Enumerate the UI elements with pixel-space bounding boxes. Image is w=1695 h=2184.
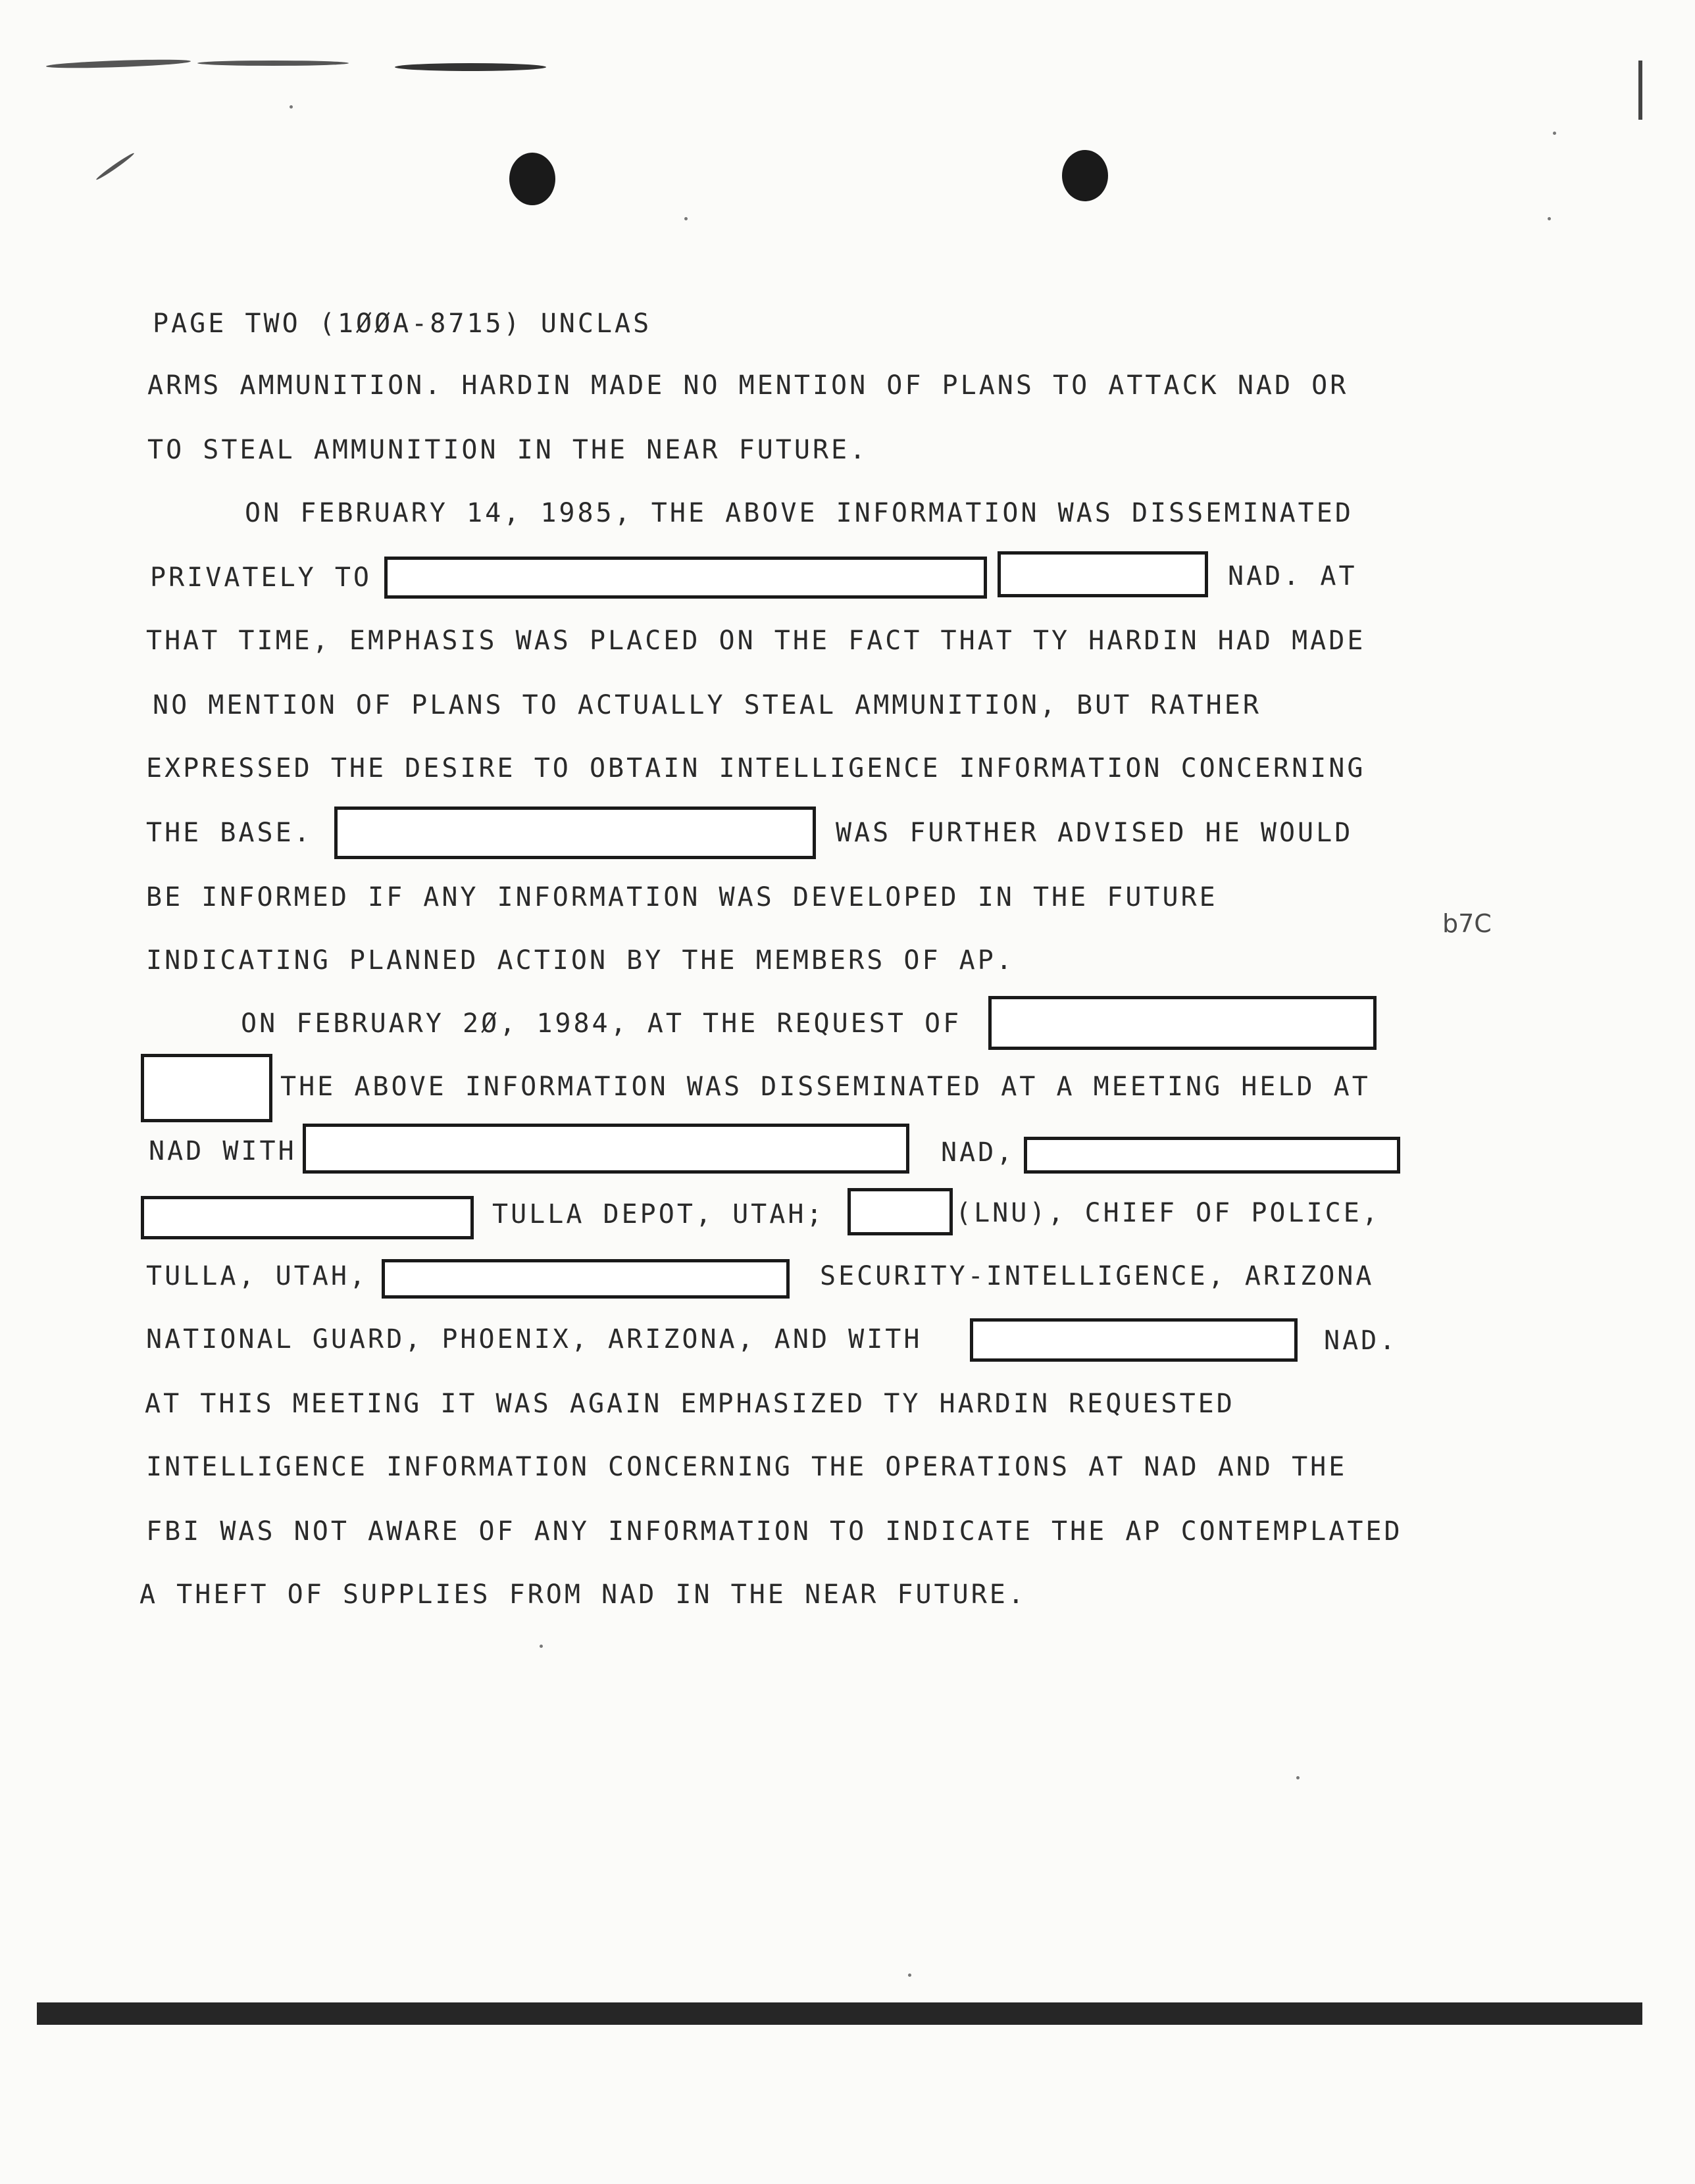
- text-line: PRIVATELY TO: [150, 562, 372, 593]
- text-line: NAD WITH: [149, 1136, 297, 1166]
- scan-edge-mark: [1638, 61, 1642, 120]
- text-line: ON FEBRUARY 14, 1985, THE ABOVE INFORMATION WAS DISSEMINATED: [245, 498, 1353, 528]
- text-line: THE BASE.: [146, 818, 313, 848]
- text-line: TULLA DEPOT, UTAH;: [492, 1199, 825, 1229]
- redaction-box: [1024, 1137, 1400, 1174]
- text-line: TULLA, UTAH,: [146, 1261, 368, 1291]
- text-line: A THEFT OF SUPPLIES FROM NAD IN THE NEAR FUTURE.: [139, 1579, 1026, 1610]
- text-line: EXPRESSED THE DESIRE TO OBTAIN INTELLIGENCE INFORMATION CONCERNING: [146, 753, 1366, 783]
- redaction-box: [988, 996, 1377, 1050]
- text-line: TO STEAL AMMUNITION IN THE NEAR FUTURE.: [147, 435, 869, 465]
- text-line: NO MENTION OF PLANS TO ACTUALLY STEAL AMMUNITION, BUT RATHER: [153, 690, 1261, 720]
- text-line: SECURITY-INTELLIGENCE, ARIZONA: [820, 1261, 1375, 1291]
- text-line: ON FEBRUARY 2Ø, 1984, AT THE REQUEST OF: [241, 1008, 962, 1039]
- redaction-box: [848, 1188, 953, 1235]
- scan-streak: [395, 63, 546, 71]
- text-line: THAT TIME, EMPHASIS WAS PLACED ON THE FACT THAT TY HARDIN HAD MADE: [146, 626, 1366, 656]
- punch-hole: [509, 153, 555, 205]
- redaction-box: [141, 1054, 272, 1122]
- redaction-box: [384, 557, 987, 599]
- punch-hole: [1062, 150, 1108, 201]
- scan-speck: [684, 217, 688, 220]
- page-header: PAGE TWO (1ØØA-8715) UNCLAS: [153, 309, 652, 339]
- redaction-box: [303, 1124, 909, 1174]
- text-line: FBI WAS NOT AWARE OF ANY INFORMATION TO INDICATE THE AP CONTEMPLATED: [146, 1516, 1403, 1547]
- text-line: WAS FURTHER ADVISED HE WOULD: [836, 818, 1353, 848]
- text-line: AT THIS MEETING IT WAS AGAIN EMPHASIZED TY HARDIN REQUESTED: [145, 1389, 1235, 1419]
- scan-streak: [46, 58, 191, 70]
- text-line: NATIONAL GUARD, PHOENIX, ARIZONA, AND WITH: [146, 1324, 923, 1354]
- text-line: NAD. AT: [1228, 561, 1357, 591]
- text-line: BE INFORMED IF ANY INFORMATION WAS DEVELOPED IN THE FUTURE: [146, 882, 1218, 912]
- scan-speck: [908, 1973, 911, 1977]
- redaction-box: [970, 1318, 1298, 1362]
- scan-speck: [1296, 1776, 1300, 1779]
- scan-bottom-bar: [37, 2002, 1642, 2025]
- text-line: NAD,: [941, 1137, 1015, 1168]
- text-line: NAD.: [1324, 1326, 1398, 1356]
- redaction-box: [141, 1196, 474, 1239]
- text-line: INTELLIGENCE INFORMATION CONCERNING THE OPERATIONS AT NAD AND THE: [146, 1452, 1348, 1482]
- scan-speck: [1548, 217, 1551, 220]
- scan-streak: [197, 61, 349, 66]
- exemption-code: b7C: [1442, 909, 1492, 938]
- text-line: INDICATING PLANNED ACTION BY THE MEMBERS OF AP.: [146, 945, 1015, 976]
- redaction-box: [382, 1259, 790, 1299]
- text-line: THE ABOVE INFORMATION WAS DISSEMINATED AT A MEETING HELD AT: [280, 1072, 1371, 1102]
- redaction-box: [998, 551, 1208, 597]
- scan-speck: [290, 105, 293, 109]
- redaction-box: [334, 807, 816, 859]
- scan-speck: [540, 1645, 543, 1648]
- text-line: (LNU), CHIEF OF POLICE,: [955, 1198, 1380, 1228]
- scan-speck: [1553, 132, 1556, 135]
- text-line: ARMS AMMUNITION. HARDIN MADE NO MENTION OF PLANS TO ATTACK NAD OR: [147, 370, 1349, 401]
- scan-streak: [95, 151, 136, 181]
